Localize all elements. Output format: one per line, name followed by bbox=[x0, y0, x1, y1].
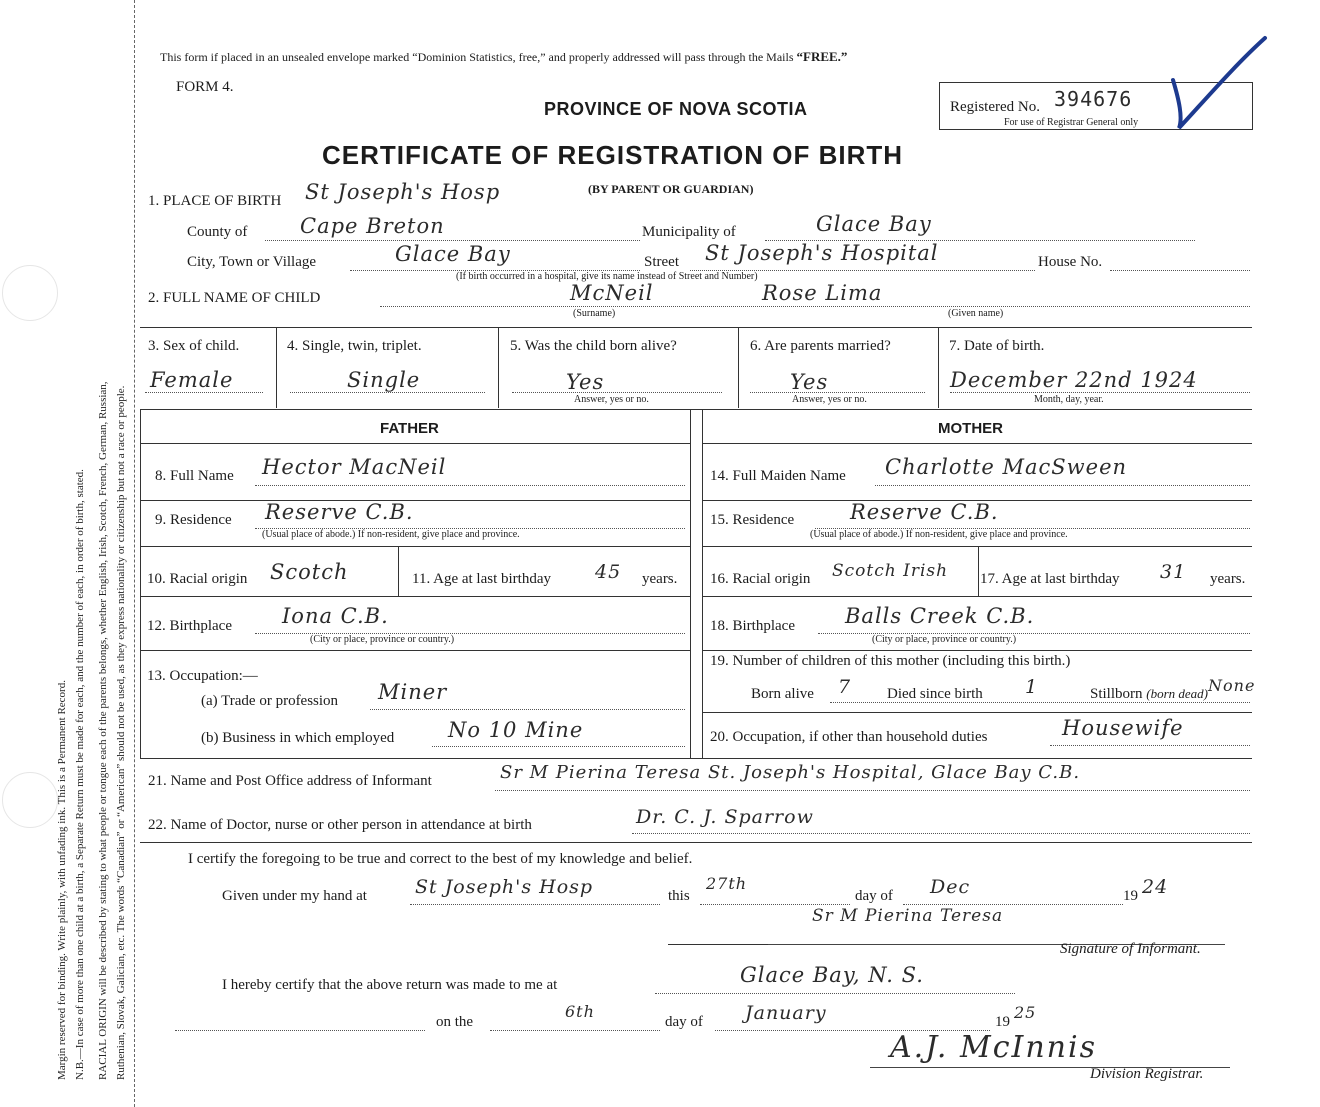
child-given-name: Rose Lima bbox=[762, 281, 883, 305]
municipality-value: Glace Bay bbox=[816, 212, 932, 236]
mother-residence-note: (Usual place of abode.) If non-resident, give place and province. bbox=[810, 529, 1068, 540]
father-years-label: years. bbox=[642, 571, 678, 587]
alive-label: 5. Was the child born alive? bbox=[510, 338, 677, 354]
street-label: Street bbox=[644, 254, 679, 270]
died-value: 1 bbox=[1025, 676, 1039, 698]
registrar-day-of-label: day of bbox=[665, 1014, 703, 1030]
house-no-line bbox=[1110, 270, 1250, 271]
given-name-note: (Given name) bbox=[948, 308, 1004, 319]
father-age-label: 11. Age at last birthday bbox=[412, 571, 551, 587]
mother-years-label: years. bbox=[1210, 571, 1246, 587]
stillborn-value: None bbox=[1208, 676, 1256, 695]
mother-left-border bbox=[702, 409, 703, 758]
this-label: this bbox=[668, 888, 690, 904]
place-of-birth-label: 1. PLACE OF BIRTH bbox=[148, 193, 282, 209]
born-alive-label: Born alive bbox=[751, 686, 814, 702]
given-at-value: St Joseph's Hosp bbox=[415, 876, 594, 898]
father-business-line bbox=[432, 746, 685, 747]
signature-label: Signature of Informant. bbox=[1060, 941, 1201, 957]
mother-residence-value: Reserve C.B. bbox=[850, 500, 999, 524]
father-left-border bbox=[140, 409, 141, 758]
sex-line bbox=[145, 392, 263, 393]
alive-value: Yes bbox=[566, 370, 605, 394]
punch-hole-top bbox=[2, 265, 58, 321]
top-notice bbox=[160, 49, 847, 65]
father-occupation-label: 13. Occupation:— bbox=[147, 668, 258, 684]
stillborn-label-text: Stillborn bbox=[1090, 686, 1143, 702]
married-line bbox=[750, 392, 925, 393]
mother-rule-3 bbox=[702, 596, 1252, 597]
father-trade-value: Miner bbox=[378, 680, 448, 704]
certify-day-of-label: day of bbox=[855, 888, 893, 904]
doctor-value: Dr. C. J. Sparrow bbox=[636, 806, 814, 828]
county-line bbox=[265, 240, 640, 241]
mother-children-label: 19. Number of children of this mother (including this birth.) bbox=[710, 653, 1071, 669]
street-value: St Joseph's Hospital bbox=[705, 241, 939, 265]
mother-name-label: 14. Full Maiden Name bbox=[710, 468, 846, 484]
mother-racial-value: Scotch Irish bbox=[832, 561, 949, 581]
sex-value: Female bbox=[150, 368, 234, 392]
registrar-signature: A.J. McInnis bbox=[890, 1030, 1097, 1065]
married-label: 6. Are parents married? bbox=[750, 338, 891, 354]
certify-month: Dec bbox=[930, 876, 971, 898]
father-residence-label: 9. Residence bbox=[155, 512, 232, 528]
father-trade-line bbox=[370, 709, 685, 710]
side-note-racial-origin-2: Ruthenian, Slovak, Galician, etc. The words “Canadian” or “American” should not be used, as they express nationality or citizenship but not a race or people. bbox=[115, 385, 127, 1080]
mother-rule-4 bbox=[702, 650, 1252, 651]
registrar-general-note: For use of Registrar General only bbox=[1004, 117, 1139, 128]
registrar-place: Glace Bay, N. S. bbox=[740, 963, 924, 987]
side-note-binding: Margin reserved for binding. Write plainly, with unfading ink. This is a Permanent Record. bbox=[56, 680, 68, 1080]
on-the-lead-line bbox=[175, 1030, 425, 1031]
father-business-value: No 10 Mine bbox=[448, 718, 584, 742]
father-racial-label: 10. Racial origin bbox=[147, 571, 248, 587]
registrar-year: 25 bbox=[1014, 1003, 1037, 1022]
check-mark-icon bbox=[1165, 30, 1275, 135]
rule-after-name bbox=[140, 327, 1252, 328]
form-number: FORM 4. bbox=[176, 79, 234, 95]
mother-rule-5 bbox=[702, 712, 1252, 713]
informant-value: Sr M Pierina Teresa St. Joseph's Hospital, Glace Bay C.B. bbox=[500, 762, 1081, 783]
father-business-label: (b) Business in which employed bbox=[201, 730, 395, 746]
divider-4-5 bbox=[498, 328, 499, 408]
mother-occupation-label: 20. Occupation, if other than household duties bbox=[710, 729, 988, 745]
top-notice-free: “FREE.” bbox=[796, 49, 848, 64]
father-birthplace-value: Iona C.B. bbox=[282, 604, 389, 628]
born-alive-value: 7 bbox=[838, 676, 852, 698]
county-value: Cape Breton bbox=[300, 214, 445, 238]
mother-racial-divider bbox=[978, 546, 979, 596]
sex-label: 3. Sex of child. bbox=[148, 338, 240, 354]
died-label: Died since birth bbox=[887, 686, 983, 702]
father-residence-value: Reserve C.B. bbox=[265, 500, 414, 524]
father-name-value: Hector MacNeil bbox=[262, 455, 447, 479]
mother-birthplace-value: Balls Creek C.B. bbox=[845, 604, 1035, 628]
mother-name-line bbox=[875, 485, 1250, 486]
rule-after-row3 bbox=[140, 409, 1252, 410]
mother-age-label: 17. Age at last birthday bbox=[980, 571, 1120, 587]
stillborn-note: (born dead) bbox=[1146, 686, 1209, 701]
registered-number: 394676 bbox=[1054, 87, 1133, 111]
father-name-label: 8. Full Name bbox=[155, 468, 234, 484]
mother-residence-label: 15. Residence bbox=[710, 512, 795, 528]
informant-signature: Sr M Pierina Teresa bbox=[812, 906, 1004, 926]
divider-3-4 bbox=[276, 328, 277, 408]
father-birthplace-label: 12. Birthplace bbox=[147, 618, 232, 634]
mother-name-value: Charlotte MacSween bbox=[885, 455, 1128, 479]
mother-birthplace-label: 18. Birthplace bbox=[710, 618, 795, 634]
registrar-year-prefix: 19 bbox=[995, 1014, 1010, 1030]
given-under-label: Given under my hand at bbox=[222, 888, 367, 904]
top-notice-text: This form if placed in an unsealed envelope marked “Dominion Statistics, free,” and properly addressed will pass through the Mails bbox=[160, 50, 794, 64]
punch-hole-bottom bbox=[2, 772, 58, 828]
doctor-line bbox=[632, 833, 1250, 834]
father-right-border bbox=[690, 409, 691, 758]
mother-header: MOTHER bbox=[938, 420, 1003, 437]
stillborn-label bbox=[1090, 686, 1208, 703]
municipality-label: Municipality of bbox=[642, 224, 736, 240]
registrar-place-line bbox=[655, 993, 1015, 994]
binding-margin-line bbox=[134, 0, 135, 1107]
alive-line bbox=[512, 392, 722, 393]
father-birthplace-note: (City or place, province or country.) bbox=[310, 634, 455, 645]
certify-year: 24 bbox=[1142, 876, 1169, 898]
registrar-signature-label: Division Registrar. bbox=[1090, 1066, 1204, 1082]
father-age-value: 45 bbox=[595, 561, 622, 583]
registrar-day-line bbox=[490, 1030, 660, 1031]
house-no-label: House No. bbox=[1038, 254, 1103, 270]
registered-label: Registered No. bbox=[950, 99, 1040, 115]
page-title: CERTIFICATE OF REGISTRATION OF BIRTH bbox=[322, 140, 904, 170]
mother-rule-2 bbox=[702, 546, 1252, 547]
side-note-racial-origin-1: RACIAL ORIGIN will be described by stating to what people or tongue each of the parents belongs, whether English, Irish, Scotch, French, German, Russian, bbox=[97, 381, 109, 1080]
child-name-line bbox=[380, 306, 1250, 307]
divider-6-7 bbox=[938, 328, 939, 408]
mother-birthplace-note: (City or place, province or country.) bbox=[872, 634, 1017, 645]
divider-5-6 bbox=[738, 328, 739, 408]
registrar-month: January bbox=[745, 1002, 827, 1024]
date-note: Month, day, year. bbox=[1034, 394, 1104, 405]
county-label: County of bbox=[187, 224, 248, 240]
day-line bbox=[700, 904, 850, 905]
informant-line bbox=[495, 790, 1250, 791]
father-rule-4 bbox=[140, 650, 690, 651]
father-racial-divider bbox=[398, 546, 399, 596]
month-line bbox=[903, 904, 1123, 905]
alive-note: Answer, yes or no. bbox=[574, 394, 649, 405]
born-line bbox=[830, 702, 1250, 703]
date-value: December 22nd 1924 bbox=[950, 368, 1198, 392]
surname-note: (Surname) bbox=[573, 308, 616, 319]
father-residence-note: (Usual place of abode.) If non-resident, give place and province. bbox=[262, 529, 520, 540]
father-rule-2 bbox=[140, 546, 690, 547]
informant-label: 21. Name and Post Office address of Informant bbox=[148, 773, 432, 789]
father-header: FATHER bbox=[380, 420, 439, 437]
given-at-line bbox=[410, 904, 660, 905]
child-surname: McNeil bbox=[570, 281, 654, 305]
province-heading: PROVINCE OF NOVA SCOTIA bbox=[544, 99, 808, 119]
mother-occupation-line bbox=[1050, 745, 1250, 746]
mother-age-value: 31 bbox=[1160, 561, 1187, 583]
city-label: City, Town or Village bbox=[187, 254, 317, 270]
father-header-rule bbox=[140, 443, 690, 444]
rule-after-parents bbox=[140, 758, 1252, 759]
single-label: 4. Single, twin, triplet. bbox=[287, 338, 422, 354]
doctor-label: 22. Name of Doctor, nurse or other person in attendance at birth bbox=[148, 817, 532, 833]
father-rule-1 bbox=[140, 500, 690, 501]
hospital-note: (If birth occurred in a hospital, give its name instead of Street and Number) bbox=[456, 271, 758, 282]
date-line bbox=[950, 392, 1250, 393]
single-value: Single bbox=[347, 368, 421, 392]
father-trade-label: (a) Trade or profession bbox=[201, 693, 339, 709]
married-note: Answer, yes or no. bbox=[792, 394, 867, 405]
on-the-label: on the bbox=[436, 1014, 474, 1030]
city-value: Glace Bay bbox=[395, 242, 511, 266]
father-name-line bbox=[255, 485, 685, 486]
registrar-text: I hereby certify that the above return was made to me at bbox=[222, 977, 558, 993]
married-value: Yes bbox=[790, 370, 829, 394]
by-parent-note: (BY PARENT OR GUARDIAN) bbox=[588, 182, 754, 196]
side-note-multiple-births: N.B.—In case of more than one child at a birth, a Separate Return must be made for each, and the number of each, in order of birth, stated. bbox=[74, 469, 86, 1080]
rule-after-doctor bbox=[140, 842, 1252, 843]
single-line bbox=[290, 392, 485, 393]
certify-text: I certify the foregoing to be true and correct to the best of my knowledge and belief. bbox=[188, 851, 693, 867]
father-racial-value: Scotch bbox=[270, 560, 349, 584]
mother-occupation-value: Housewife bbox=[1062, 716, 1184, 740]
certify-day: 27th bbox=[706, 874, 748, 893]
registrar-day: 6th bbox=[565, 1002, 595, 1021]
father-rule-3 bbox=[140, 596, 690, 597]
date-label: 7. Date of birth. bbox=[949, 338, 1045, 354]
certify-year-prefix: 19 bbox=[1123, 888, 1138, 904]
place-of-birth-value: St Joseph's Hosp bbox=[305, 180, 501, 204]
child-name-label: 2. FULL NAME OF CHILD bbox=[148, 290, 321, 306]
short-rule bbox=[668, 944, 768, 945]
mother-racial-label: 16. Racial origin bbox=[710, 571, 811, 587]
mother-header-rule bbox=[702, 443, 1252, 444]
